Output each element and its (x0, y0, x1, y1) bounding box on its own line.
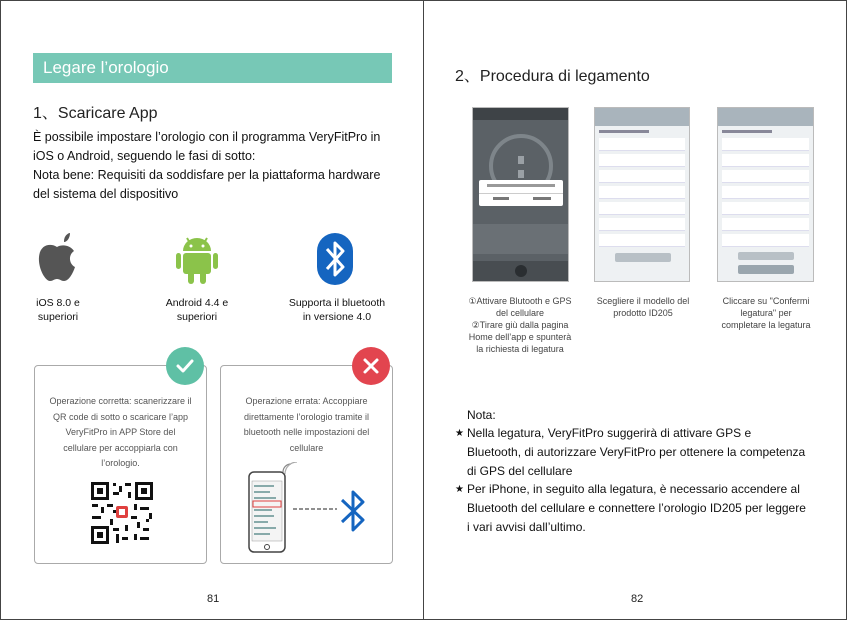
confirm-bind-button[interactable] (738, 265, 794, 274)
list-item[interactable] (599, 202, 685, 215)
note-title: Nota: (467, 408, 496, 422)
list-item[interactable] (722, 186, 809, 199)
screenshot-device-list (594, 107, 690, 282)
section-heading-binding: 2、Procedura di legamento (455, 68, 650, 85)
page-number: 82 (631, 593, 644, 605)
intro-line: del sistema del dispositivo (33, 187, 179, 201)
caption-step-2: Scegliere il modello del prodotto ID205 (596, 296, 690, 318)
screenshot-confirm-bind (717, 107, 814, 282)
star-bullet-icon: ★ (455, 484, 464, 495)
bluetooth-symbol-icon (339, 488, 367, 534)
requirement-bluetooth: Supporta il bluetooth in versione 4.0 (288, 297, 386, 323)
refresh-button[interactable] (738, 252, 794, 260)
apple-logo-icon (37, 233, 77, 285)
page-number: 81 (207, 593, 220, 605)
correct-check-badge (166, 347, 204, 385)
connection-dashed-line (293, 506, 337, 512)
screenshot-app-home (472, 107, 569, 282)
list-item[interactable] (599, 154, 685, 167)
note-bullet-2: ★ Per iPhone, in seguito alla legatura, è necessario accendere al Bluetooth del cellulare e connettere l’orologio ID205 per leggere i vari avvisi dall’ultimo. (455, 482, 806, 534)
list-item[interactable] (599, 170, 685, 183)
list-item[interactable] (722, 234, 809, 247)
list-item[interactable] (599, 186, 685, 199)
list-item[interactable] (599, 138, 685, 151)
refresh-button[interactable] (615, 253, 671, 262)
dialog-confirm-button[interactable] (533, 197, 551, 200)
bottom-nav (473, 261, 568, 281)
list-item[interactable] (722, 138, 809, 151)
checkmark-icon (175, 356, 195, 376)
correct-operation-text: Operazione corretta: scanerizzare il QR code di sotto o scaricare l’app VeryFitPro in APP Store del cellulare per accoppiarla con l’orologio. (49, 396, 192, 468)
caption-step-3: Cliccare su "Confermi legatura" per completare la legatura (721, 296, 811, 330)
correct-operation-box (34, 365, 207, 564)
section-heading-download: 1、Scaricare App (33, 105, 158, 122)
cross-icon (362, 357, 380, 375)
wrong-cross-badge (352, 347, 390, 385)
requirement-android: Android 4.4 e superiori (165, 297, 229, 323)
intro-line: iOS o Android, seguendo le fasi di sotto: (33, 149, 256, 163)
qr-code-icon[interactable] (89, 480, 155, 546)
android-logo-icon (175, 233, 219, 285)
list-item[interactable] (722, 170, 809, 183)
bluetooth-logo-icon (317, 233, 353, 285)
intro-line: Nota bene: Requisiti da soddisfare per la piattaforma hardware (33, 168, 381, 182)
list-item[interactable] (722, 218, 809, 231)
list-item[interactable] (599, 218, 685, 231)
page-82 (423, 0, 847, 620)
list-item[interactable] (722, 154, 809, 167)
dialog-cancel-button[interactable] (493, 197, 509, 200)
requirement-ios: iOS 8.0 e superiori (36, 297, 80, 323)
star-bullet-icon: ★ (455, 428, 464, 439)
bind-request-dialog (479, 180, 563, 206)
intro-paragraph (33, 128, 403, 204)
caption-step-1: ①Attivare Blutooth e GPS del cellulare ②Tirare giù dalla pagina Home dell’app e spunterà la richiesta di legatura (468, 296, 572, 354)
wrong-operation-box (220, 365, 393, 564)
page-title: Legare l’orologio (33, 53, 392, 83)
list-item[interactable] (722, 202, 809, 215)
note-bullet-1: ★ Nella legatura, VeryFitPro suggerirà di attivare GPS e Bluetooth, di autorizzare VeryFitPro per ottenere la competenza di GPS del cellulare (455, 426, 806, 478)
wrong-operation-text: Operazione errata: Accoppiare direttamente l’orologio tramite il bluetooth nelle impostazioni del cellulare (243, 396, 370, 453)
intro-line: È possibile impostare l’orologio con il programma VeryFitPro in (33, 130, 381, 144)
list-item[interactable] (599, 234, 685, 247)
